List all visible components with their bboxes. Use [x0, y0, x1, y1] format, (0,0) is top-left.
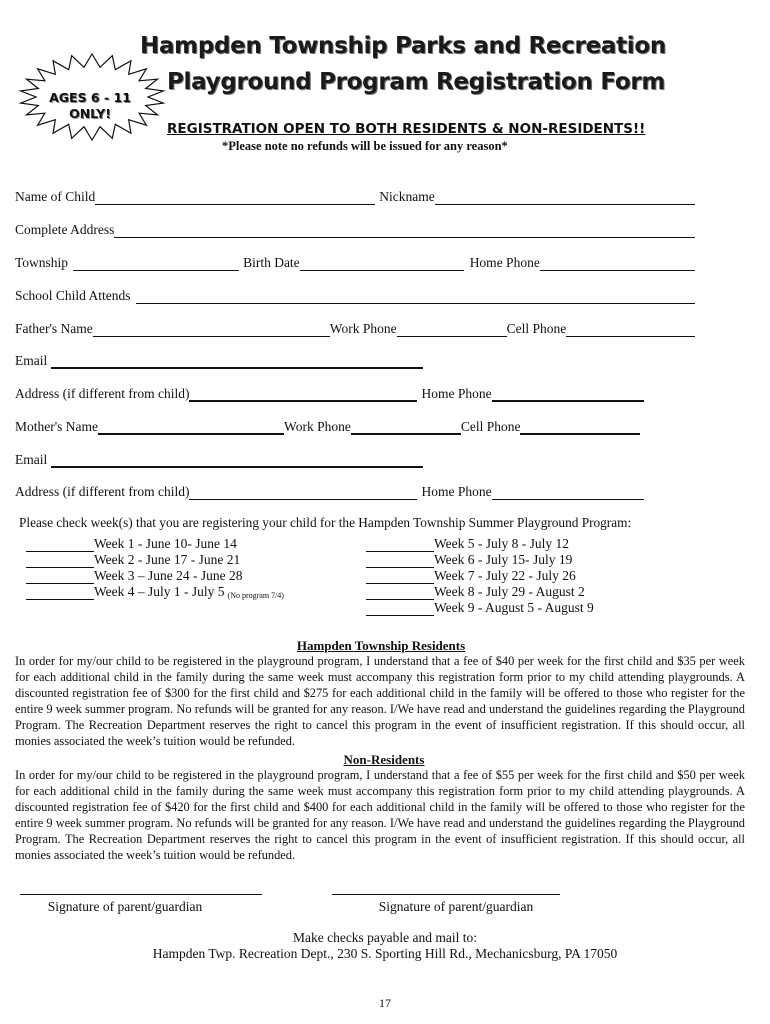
week-3-label: Week 3 – June 24 - June 28 [94, 568, 243, 583]
week-1-option[interactable] [26, 535, 237, 552]
week-2-checkline[interactable] [26, 554, 94, 568]
father-address-input[interactable] [189, 386, 417, 402]
school-label: School Child Attends [15, 288, 131, 303]
father-address-row [15, 384, 695, 402]
child-name-input[interactable] [95, 190, 375, 205]
week-1-checkline[interactable] [26, 538, 94, 552]
mother-home-phone-input[interactable] [492, 485, 644, 500]
father-home-phone-input[interactable] [492, 386, 644, 402]
mother-email-label: Email [15, 452, 48, 467]
residents-heading: Hampden Township Residents [296, 638, 466, 653]
township-input[interactable] [73, 256, 239, 271]
week-7-option[interactable] [366, 567, 576, 584]
father-home-phone-label: Home Phone [421, 386, 492, 401]
child-name-label: Name of Child [15, 189, 96, 204]
week-8-checkline[interactable] [366, 586, 434, 600]
address-row [15, 220, 695, 238]
township-row [15, 253, 695, 271]
signature-label-1: Signature of parent/guardian [47, 899, 203, 914]
nickname-label: Nickname [379, 189, 435, 204]
mother-work-phone-input[interactable] [351, 419, 461, 435]
father-row [15, 319, 695, 337]
non-residents-text: In order for my/our child to be registered in the playground program, I understand that a fee of $55 per week for the first child and $50 per week for each additional child in the family during the same week must accompany this registration form prior to my child attending playgrounds. A discounted registration fee of $420 for the first child and $400 for each additional child in the family will be offered to those who register for the entire 9 week summer program. No refunds will be granted for any reason. I/We have read and understand the guidelines regarding the Playground Program. The Recreation Department reserves the right to cancel this program in the event of insufficient registration. If this should occur, all monies associated the week’s tuition would be refunded. [15, 768, 745, 862]
father-email-label: Email [15, 353, 48, 368]
mailing-address: Hampden Twp. Recreation Dept., 230 S. Sporting Hill Rd., Mechanicsburg, PA 17050 [152, 946, 618, 961]
address-label: Complete Address [15, 222, 115, 237]
school-input[interactable] [136, 289, 695, 304]
mother-row [15, 417, 695, 435]
mother-email-input[interactable] [51, 452, 423, 468]
school-row [15, 286, 695, 304]
badge-line1: AGES 6 - 11 [49, 90, 131, 105]
week-8-option[interactable] [366, 583, 585, 600]
home-phone-label: Home Phone [469, 255, 540, 270]
week-4-note: (No program 7/4) [227, 591, 284, 600]
father-email-row [15, 351, 695, 369]
home-phone-input[interactable] [540, 256, 695, 271]
signature-line-1[interactable] [20, 893, 262, 895]
week-6-option[interactable] [366, 551, 572, 568]
township-label: Township [15, 255, 69, 270]
mother-home-phone-label: Home Phone [421, 484, 492, 499]
week-5-option[interactable] [366, 535, 569, 552]
week-5-checkline[interactable] [366, 538, 434, 552]
mother-cell-phone-input[interactable] [520, 419, 640, 435]
weeks-instruction: Please check week(s) that you are registering your child for the Hampden Township Summer Playground Program: [19, 515, 632, 530]
week-4-label: Week 4 – July 1 - July 5 [94, 584, 225, 599]
father-cell-phone-input[interactable] [566, 322, 695, 337]
mother-name-label: Mother's Name [15, 419, 99, 434]
mother-address-input[interactable] [189, 485, 417, 500]
week-6-checkline[interactable] [366, 554, 434, 568]
father-address-label: Address (if different from child) [15, 386, 190, 401]
week-1-label: Week 1 - June 10- June 14 [94, 536, 237, 551]
residents-text: In order for my/our child to be registered in the playground program, I understand that a fee of $40 per week for the first child and $35 per week for each additional child in the family during the same week must accompany this registration form prior to my child attending playgrounds. A discounted registration fee of $300 for the first child and $275 for each additional child in the family will be offered to those who register for the entire 9 week summer program. No refunds will be granted for any reason. I/We have read and understand the guidelines regarding the Playground Program. The Recreation Department reserves the right to cancel this program in the event of insufficient registration. If this should occur, all monies associated the week’s tuition would be refunded. [15, 654, 745, 748]
title-line2: Playground Program Registration Form [167, 69, 666, 95]
nickname-input[interactable] [435, 190, 695, 205]
page-number: 17 [379, 996, 391, 1010]
mother-email-row [15, 450, 695, 468]
signature-line-2[interactable] [332, 893, 560, 895]
father-name-input[interactable] [93, 322, 330, 337]
mother-work-phone-label: Work Phone [284, 419, 351, 434]
week-2-label: Week 2 - June 17 - June 21 [94, 552, 241, 567]
address-input[interactable] [114, 223, 695, 238]
week-6-label: Week 6 - July 15- July 19 [434, 552, 573, 567]
week-3-option[interactable] [26, 567, 243, 584]
week-9-label: Week 9 - August 5 - August 9 [434, 600, 594, 615]
week-9-checkline[interactable] [366, 602, 434, 616]
non-residents-heading: Non-Residents [343, 752, 425, 767]
registration-banner: REGISTRATION OPEN TO BOTH RESIDENTS & NON-RESIDENTS!! [167, 121, 646, 137]
title-line1: Hampden Township Parks and Recreation [140, 33, 666, 59]
week-2-option[interactable] [26, 551, 240, 568]
week-4-option[interactable] [26, 583, 284, 600]
age-badge [40, 90, 140, 122]
week-8-label: Week 8 - July 29 - August 2 [434, 584, 585, 599]
week-4-checkline[interactable] [26, 586, 94, 600]
father-work-phone-label: Work Phone [329, 321, 397, 336]
birth-date-label: Birth Date [243, 255, 300, 270]
mother-address-label: Address (if different from child) [15, 484, 190, 499]
week-7-checkline[interactable] [366, 570, 434, 584]
father-work-phone-input[interactable] [397, 322, 507, 337]
refund-note: *Please note no refunds will be issued for any reason* [222, 139, 508, 153]
week-7-label: Week 7 - July 22 - July 26 [434, 568, 576, 583]
father-name-label: Father's Name [15, 321, 93, 336]
week-3-checkline[interactable] [26, 570, 94, 584]
badge-line2: ONLY! [69, 106, 111, 121]
child-name-row [15, 187, 695, 205]
week-9-option[interactable] [366, 599, 594, 616]
mother-name-input[interactable] [98, 419, 284, 435]
mail-instruction: Make checks payable and mail to: [292, 930, 478, 945]
father-email-input[interactable] [51, 353, 423, 369]
week-5-label: Week 5 - July 8 - July 12 [434, 536, 570, 551]
father-cell-phone-label: Cell Phone [506, 321, 567, 336]
mother-address-row [15, 482, 695, 500]
birth-date-input[interactable] [300, 256, 464, 271]
mother-cell-phone-label: Cell Phone [460, 419, 521, 434]
signature-label-2: Signature of parent/guardian [378, 899, 534, 914]
